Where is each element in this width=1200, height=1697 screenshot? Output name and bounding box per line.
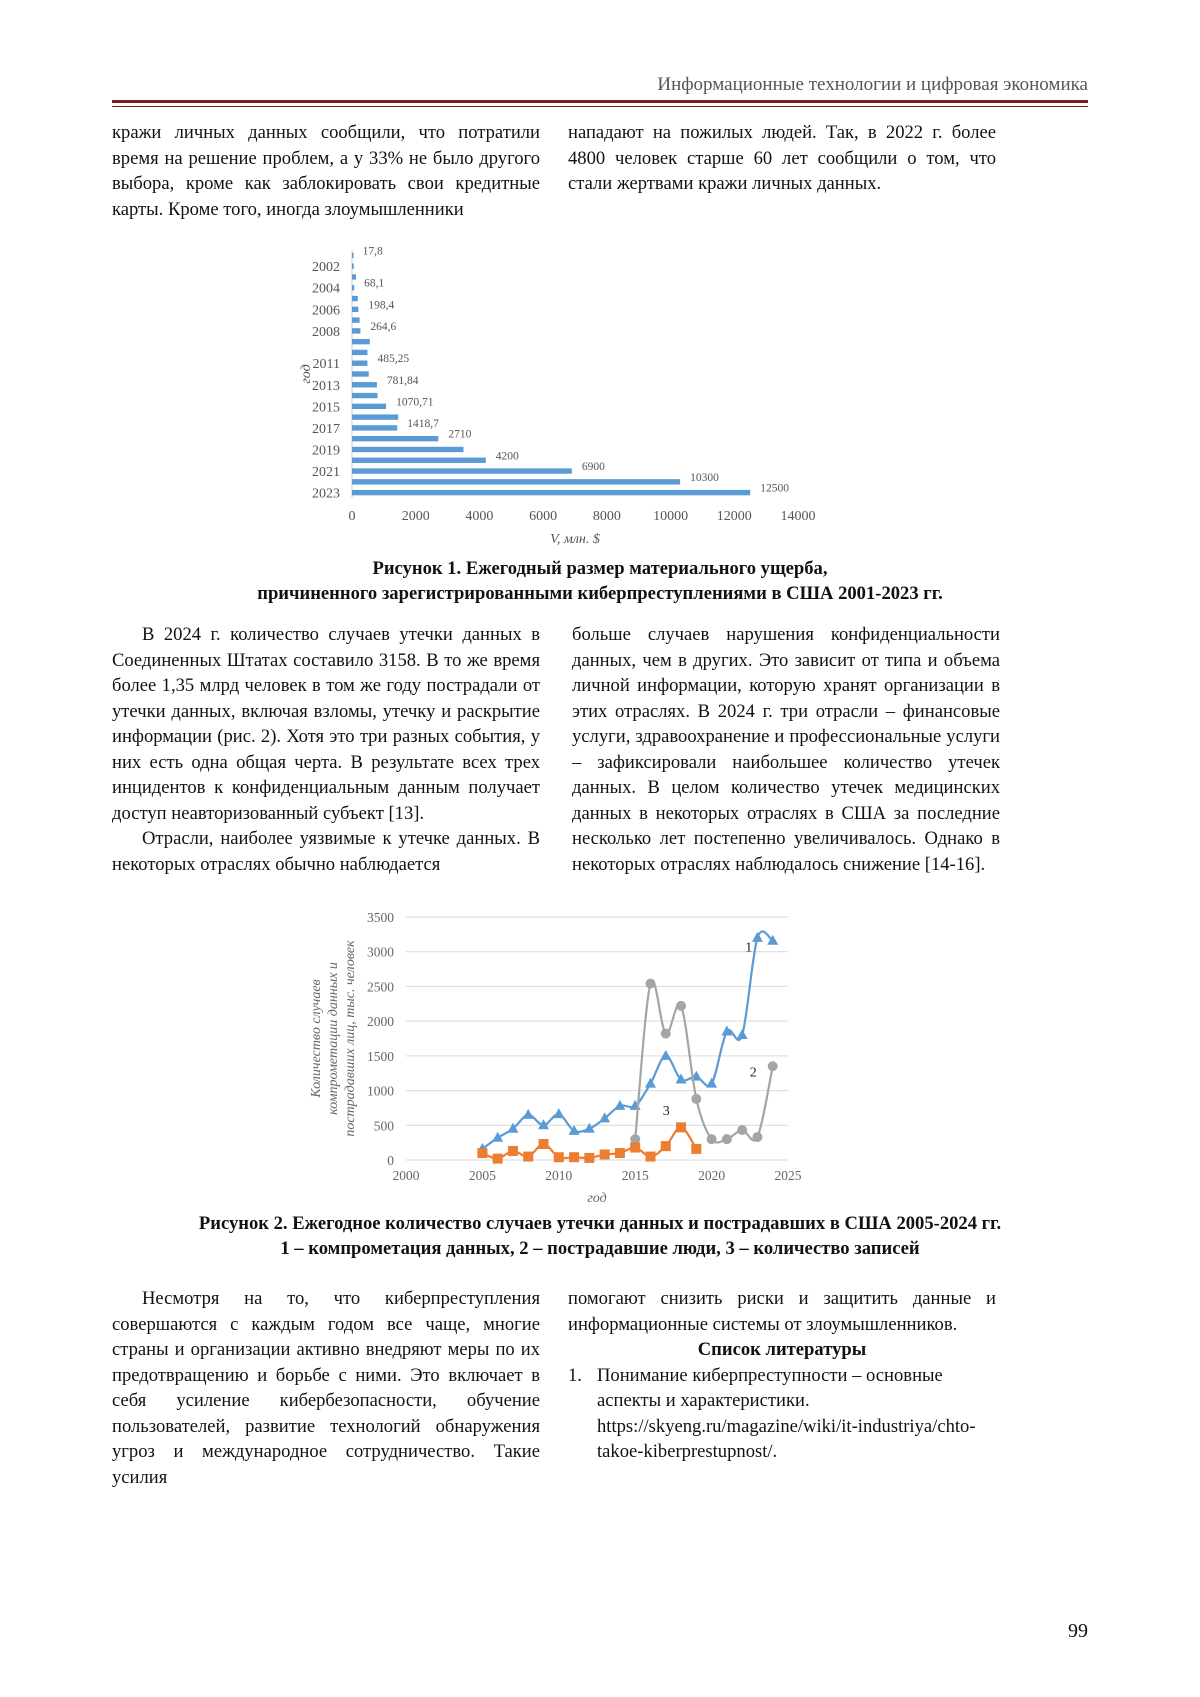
reference-number: 1. bbox=[568, 1364, 582, 1386]
y-tick-label: 2008 bbox=[312, 324, 340, 340]
x-tick-label: 2020 bbox=[698, 1168, 726, 1183]
data-label-2018: 2710 bbox=[448, 428, 472, 441]
bar-2005 bbox=[352, 296, 358, 301]
data-label-2006: 198,4 bbox=[368, 299, 395, 312]
references-list bbox=[568, 1363, 996, 1465]
page-number: 99 bbox=[1068, 1620, 1088, 1642]
series-1-point-2008 bbox=[523, 1109, 534, 1119]
y-tick-label: 2021 bbox=[312, 465, 340, 481]
y-axis-title-line1: Количество случаев bbox=[309, 979, 324, 1098]
series-3-point-2017 bbox=[661, 1141, 671, 1151]
bar-2002 bbox=[352, 263, 354, 268]
y-tick-label: 2015 bbox=[312, 400, 340, 416]
bottom-left-column bbox=[112, 1286, 540, 1490]
series-2-point-2017 bbox=[661, 1029, 671, 1039]
reference-item bbox=[568, 1363, 996, 1465]
bar-2003 bbox=[352, 274, 356, 279]
y-tick-label: 1000 bbox=[367, 1083, 394, 1099]
figure1-caption-line1: Рисунок 1. Ежегодный размер материального ущерба, bbox=[372, 558, 828, 579]
bar-2009 bbox=[352, 339, 370, 344]
data-label-2017: 1418,7 bbox=[407, 417, 439, 430]
series-3-point-2014 bbox=[615, 1148, 625, 1158]
bar-2016 bbox=[352, 414, 398, 419]
bar-2008 bbox=[352, 328, 360, 333]
series-1-label: 1 bbox=[745, 940, 753, 956]
series-3-point-2009 bbox=[539, 1139, 549, 1149]
bar-2001 bbox=[352, 253, 354, 258]
series-3-point-2016 bbox=[645, 1152, 655, 1162]
data-label-2022: 10300 bbox=[690, 471, 719, 484]
bar-2020 bbox=[352, 458, 486, 463]
series-2-point-2021 bbox=[722, 1134, 732, 1144]
series-2-point-2016 bbox=[645, 979, 655, 989]
figure1-caption-line2: причиненного зарегистрированными киберпреступлениями в США 2001-2023 гг. bbox=[257, 583, 943, 604]
x-tick-label: 6000 bbox=[529, 509, 558, 524]
bottom-right-column bbox=[568, 1286, 996, 1465]
paragraph: кражи личных данных сообщили, что потратили время на решение проблем, а у 33% не было другого выбора, кроме как заблокировать свои кредитные карты. Кроме того, иногда злоумышленники bbox=[112, 122, 540, 220]
figure2-caption bbox=[100, 1211, 1100, 1261]
series-3-point-2005 bbox=[477, 1148, 487, 1158]
series-1-point-2017 bbox=[660, 1050, 671, 1060]
references-title: Список литературы bbox=[697, 1339, 867, 1360]
series-3-point-2018 bbox=[676, 1122, 686, 1132]
series-1-point-2020 bbox=[706, 1078, 717, 1088]
header-rule-thin bbox=[112, 106, 1088, 107]
y-axis-title: год bbox=[299, 364, 314, 384]
data-label-2011: 485,25 bbox=[377, 353, 410, 366]
series-3-point-2012 bbox=[584, 1153, 594, 1163]
y-tick-label: 2023 bbox=[312, 486, 340, 502]
x-tick-label: 14000 bbox=[780, 509, 816, 524]
top-left-column bbox=[112, 120, 540, 222]
x-tick-label: 2000 bbox=[401, 509, 430, 524]
x-tick-label: 8000 bbox=[592, 509, 621, 524]
x-tick-label: 0 bbox=[348, 509, 356, 524]
series-1-point-2010 bbox=[553, 1108, 564, 1118]
y-tick-label: 2500 bbox=[367, 979, 394, 995]
data-label-2021: 6900 bbox=[581, 461, 605, 474]
x-tick-label: 2005 bbox=[468, 1168, 496, 1183]
data-label-2013: 781,84 bbox=[386, 374, 419, 387]
series-3-point-2011 bbox=[569, 1152, 579, 1162]
middle-right-column bbox=[572, 622, 1000, 877]
y-axis-title-line3: пострадавших лиц, тыс. человек bbox=[343, 940, 358, 1137]
y-tick-label: 0 bbox=[387, 1153, 394, 1168]
bar-2006 bbox=[352, 307, 358, 312]
series-1-point-2016 bbox=[645, 1078, 656, 1088]
series-3-point-2007 bbox=[508, 1146, 518, 1156]
paragraph: нападают на пожилых людей. Так, в 2022 г. более 4800 человек старше 60 лет сообщили о том, что стали жертвами кражи личных данных. bbox=[568, 122, 996, 194]
y-tick-label: 2006 bbox=[312, 303, 340, 319]
reference-text: Понимание киберпреступности – основные аспекты и характеристики. https://skyeng.ru/magazine/wiki/it-industriya/chto-takoe-kiberprestupnost/. bbox=[597, 1364, 976, 1462]
bar-2022 bbox=[352, 479, 680, 484]
figure2-caption-line1: Рисунок 2. Ежегодное количество случаев утечки данных и пострадавших в США 2005-2024 гг. bbox=[198, 1213, 1002, 1234]
paragraph: больше случаев нарушения конфиденциальности данных, чем в других. Это зависит от типа и объема личной информации, которую хранят организации в этих отраслях. В 2024 г. три отрасли – финансовые услуги, здравоохранение и профессиональные услуги – зафиксировали наибольшее количество утечек данных. В целом количество утечек медицинских данных в некоторых отраслях в США за последние несколько лет постепенно увеличивалось. Однако в некоторых отраслях наблюдалось снижение [14-16]. bbox=[572, 624, 1000, 875]
series-2-point-2023 bbox=[752, 1132, 762, 1142]
x-tick-label: 12000 bbox=[716, 509, 752, 524]
data-label-2004: 68,1 bbox=[364, 277, 385, 290]
data-label-2023: 12500 bbox=[760, 482, 789, 495]
bar-2023 bbox=[352, 490, 750, 495]
x-axis-title: V, млн. $ bbox=[550, 532, 600, 547]
bar-2013 bbox=[352, 382, 377, 387]
series-1-point-2022 bbox=[737, 1029, 748, 1039]
bar-2007 bbox=[352, 317, 360, 322]
top-right-column bbox=[568, 120, 996, 197]
middle-left-column bbox=[112, 622, 540, 877]
bar-2015 bbox=[352, 404, 386, 409]
figure1-bar-chart bbox=[290, 240, 850, 550]
data-label-2008: 264,6 bbox=[370, 320, 397, 333]
paragraph: В 2024 г. количество случаев утечки данных в Соединенных Штатах составило 3158. В то же время более 1,35 млрд человек в том же году пострадали от утечки данных, включая взломы, утечку и раскрытие информации (рис. 2). Хотя это три разных события, у них есть одна общая черта. В результате всех трех инцидентов к конфиденциальным данным получает доступ неавторизованный субъект [13]. bbox=[112, 624, 540, 824]
y-tick-label: 2000 bbox=[367, 1014, 394, 1030]
figure1-caption bbox=[100, 556, 1100, 606]
bar-2004 bbox=[352, 285, 354, 290]
x-tick-label: 2010 bbox=[545, 1168, 573, 1183]
bar-2010 bbox=[352, 350, 367, 355]
running-header: Информационные технологии и цифровая экономика bbox=[657, 74, 1088, 95]
series-1-point-2023 bbox=[752, 932, 763, 942]
y-tick-label: 1500 bbox=[367, 1048, 394, 1064]
series-2-label: 2 bbox=[749, 1065, 757, 1081]
header-rule-thick bbox=[112, 100, 1088, 103]
bar-2012 bbox=[352, 371, 369, 376]
series-3-point-2006 bbox=[493, 1154, 503, 1164]
bar-2019 bbox=[352, 447, 464, 452]
y-tick-label: 2011 bbox=[312, 357, 340, 373]
bar-2021 bbox=[352, 468, 572, 473]
y-tick-label: 500 bbox=[373, 1118, 394, 1134]
y-axis-title-line2: компрометации данных и bbox=[326, 962, 341, 1115]
x-tick-label: 2015 bbox=[621, 1168, 649, 1183]
x-tick-label: 2000 bbox=[392, 1168, 420, 1183]
series-3-point-2010 bbox=[554, 1152, 564, 1162]
series-2-point-2020 bbox=[707, 1134, 717, 1144]
y-tick-label: 2013 bbox=[312, 378, 340, 394]
y-tick-label: 3000 bbox=[367, 944, 394, 960]
series-2-point-2022 bbox=[737, 1125, 747, 1135]
series-2-line bbox=[635, 981, 773, 1143]
y-tick-label: 2002 bbox=[312, 260, 340, 276]
x-axis-title: год bbox=[587, 1191, 607, 1205]
data-label-2020: 4200 bbox=[495, 450, 519, 463]
figure2-line-chart bbox=[298, 905, 818, 1205]
bar-2014 bbox=[352, 393, 377, 398]
series-2-point-2024 bbox=[768, 1061, 778, 1071]
paragraph: помогают снизить риски и защитить данные и информационные системы от злоумышленников. bbox=[568, 1288, 996, 1335]
series-3-point-2008 bbox=[523, 1152, 533, 1162]
series-3-point-2019 bbox=[691, 1144, 701, 1154]
bar-2017 bbox=[352, 425, 397, 430]
y-tick-label: 2019 bbox=[312, 443, 340, 459]
bar-2011 bbox=[352, 361, 367, 366]
series-3-point-2015 bbox=[630, 1143, 640, 1153]
series-2-point-2018 bbox=[676, 1001, 686, 1011]
y-tick-label: 3500 bbox=[367, 910, 394, 925]
x-tick-label: 2025 bbox=[774, 1168, 802, 1183]
series-3-point-2013 bbox=[600, 1149, 610, 1159]
y-tick-label: 2004 bbox=[312, 281, 340, 297]
x-tick-label: 4000 bbox=[465, 509, 494, 524]
data-label-2001: 17,8 bbox=[362, 245, 383, 258]
figure2-caption-line2: 1 – компрометация данных, 2 – пострадавшие люди, 3 – количество записей bbox=[280, 1238, 920, 1259]
data-label-2015: 1070,71 bbox=[396, 396, 434, 409]
paragraph: Несмотря на то, что киберпреступления совершаются с каждым годом все чаще, многие страны и организации активно внедряют меры по их предотвращению и борьбе с ними. Это включает в себя усиление кибербезопасности, обучение пользователей, развитие технологий обнаружения угроз и международное сотрудничество. Такие усилия bbox=[112, 1288, 540, 1488]
x-tick-label: 10000 bbox=[653, 509, 689, 524]
paragraph: Отрасли, наиболее уязвимые к утечке данных. В некоторых отраслях обычно наблюдается bbox=[112, 828, 540, 875]
y-tick-label: 2017 bbox=[312, 421, 340, 437]
series-2-point-2019 bbox=[691, 1094, 701, 1104]
bar-2018 bbox=[352, 436, 438, 441]
series-1-point-2006 bbox=[492, 1132, 503, 1142]
series-3-label: 3 bbox=[662, 1103, 670, 1119]
